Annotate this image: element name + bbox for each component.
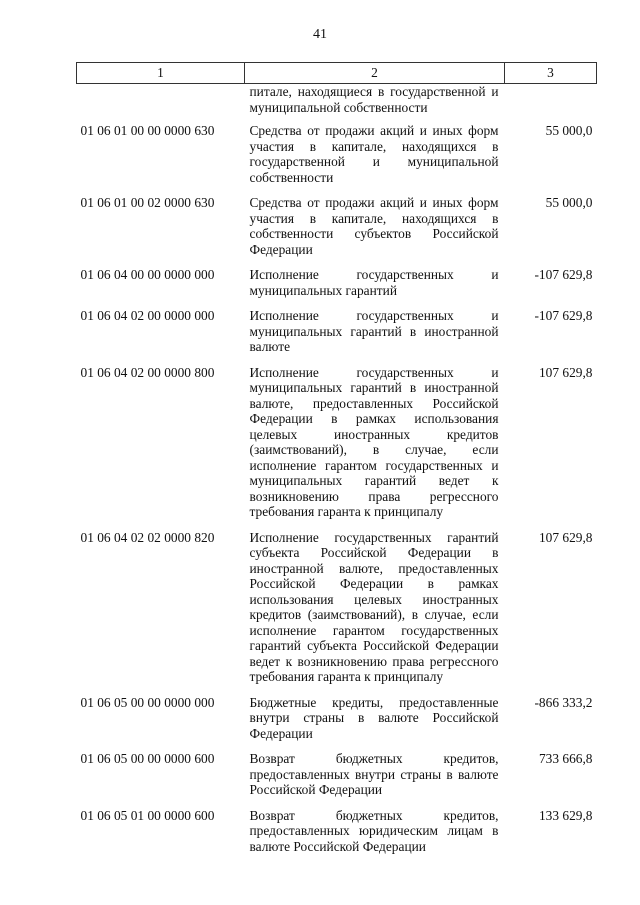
row-description: Средства от продажи акций и иных форм участия в капитале, находящихся в собственности субъектов Российской Федерации — [249, 195, 499, 257]
row-code: 01 06 04 02 00 0000 000 — [80, 308, 215, 323]
row-code: 01 06 04 02 00 0000 800 — [80, 364, 215, 380]
table-row — [77, 267, 597, 308]
row-amount: 55 000,0 — [545, 195, 593, 210]
row-description: Исполнение государственных и муниципальных гарантий в иностранной валюте, предоставленных Российской Федерации в рамках использования целевых иностранных кредитов (заимствований), в случае, если исполнение гарантом государственных и муниципальных гарантий ведет к возникновению права регрессного требования гаранта к принципалу — [249, 364, 499, 519]
column-header-1: 1 — [77, 63, 245, 84]
header-row — [77, 63, 597, 84]
row-amount: 107 629,8 — [538, 364, 593, 380]
row-amount: 55 000,0 — [545, 123, 593, 138]
row-amount — [505, 84, 597, 124]
table-row — [77, 308, 597, 365]
column-header-3: 3 — [505, 63, 597, 84]
table-row — [77, 123, 597, 195]
row-description: Возврат бюджетных кредитов, предоставленных внутри страны в валюте Российской Федерации — [249, 751, 499, 797]
row-code: 01 06 04 02 02 0000 820 — [80, 529, 215, 545]
row-description: Исполнение государственных и муниципальных гарантий в иностранной валюте — [249, 308, 499, 354]
column-header-2: 2 — [245, 63, 505, 84]
row-description: Средства от продажи акций и иных форм участия в капитале, находящихся в государственной и муниципальной собственности — [249, 123, 499, 185]
table-header — [77, 63, 597, 84]
row-code: 01 06 04 00 00 0000 000 — [80, 267, 215, 282]
row-description: Бюджетные кредиты, предоставленные внутри страны в валюте Российской Федерации — [249, 694, 499, 741]
row-amount: -107 629,8 — [534, 308, 593, 323]
row-code: 01 06 01 00 00 0000 630 — [80, 123, 215, 138]
row-amount: -866 333,2 — [534, 694, 593, 710]
table-row — [77, 195, 597, 267]
row-amount: 133 629,8 — [538, 807, 593, 823]
row-code: 01 06 05 00 00 0000 600 — [80, 751, 215, 766]
table-row — [77, 808, 597, 865]
row-description: Возврат бюджетных кредитов, предоставленных юридическим лицам в валюте Российской Федерации — [249, 807, 499, 854]
budget-sources-table — [76, 62, 597, 864]
table-row — [77, 84, 597, 124]
row-code: 01 06 05 00 00 0000 000 — [80, 694, 215, 710]
row-amount: -107 629,8 — [534, 267, 593, 282]
row-description: Исполнение государственных и муниципальных гарантий — [249, 267, 499, 298]
row-amount: 733 666,8 — [538, 751, 593, 766]
row-description: Исполнение государственных гарантий субъекта Российской Федерации в иностранной валюте, предоставленных Российской Федерации в рамках использования целевых иностранных кредитов (заимствований), в случае, если исполнение гарантом государственных гарантий субъекта Российской Федерации ведет к возникновению права регрессного требования гаранта к принципалу — [249, 529, 499, 684]
row-description: питале, находящиеся в государственной и муниципальной собственности — [249, 84, 499, 115]
row-code: 01 06 05 01 00 0000 600 — [80, 807, 215, 823]
table-row — [77, 751, 597, 808]
row-amount: 107 629,8 — [538, 529, 593, 545]
table-row — [77, 530, 597, 695]
table-row — [77, 695, 597, 752]
row-code: 01 06 01 00 02 0000 630 — [80, 195, 215, 210]
row-code — [77, 84, 245, 124]
page-number: 41 — [313, 27, 327, 42]
table-body — [77, 84, 597, 865]
table-row — [77, 365, 597, 530]
